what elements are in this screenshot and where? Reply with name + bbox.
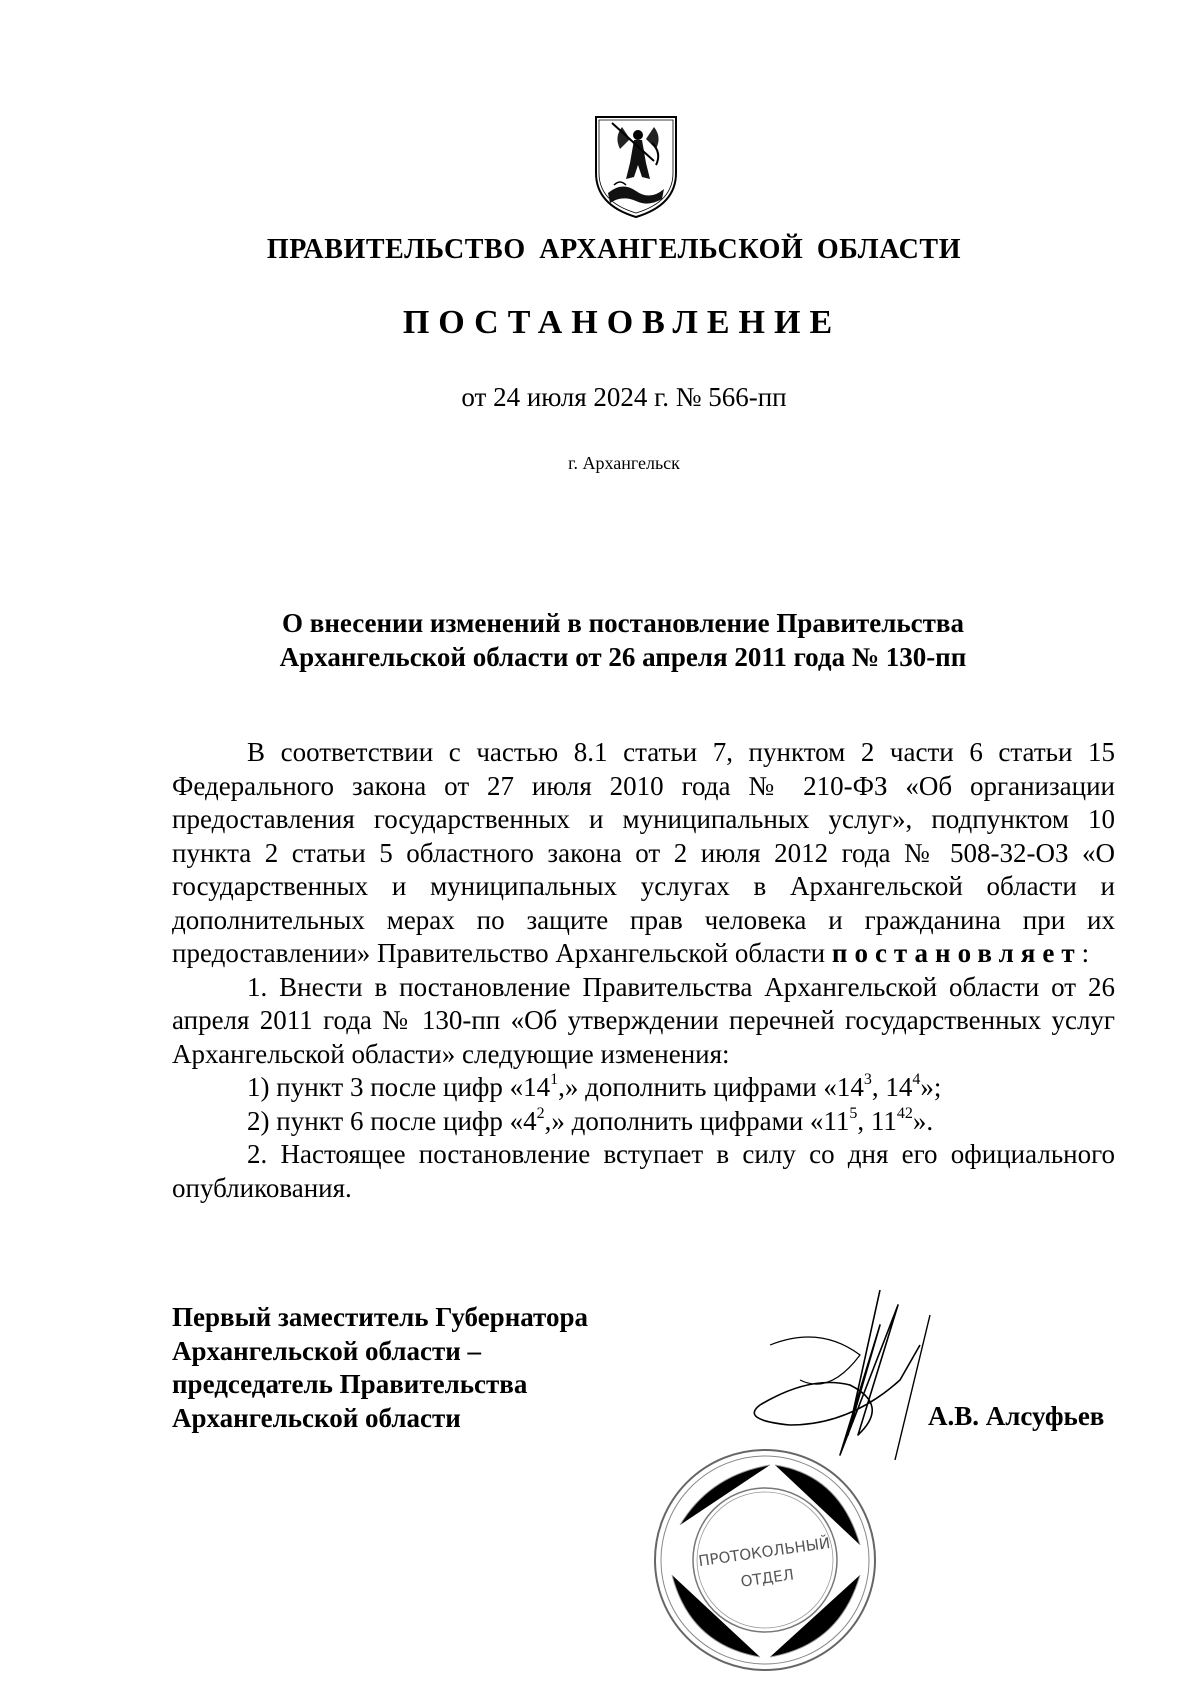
signer-name: А.В. Алсуфьев: [928, 1401, 1105, 1431]
date-and-number: от 24 июля 2024 г. № 566-пп: [461, 382, 787, 412]
document-title: [0, 606, 1200, 674]
sub-item-1-sup-b: 3: [863, 1071, 872, 1088]
sub-item-1-sup-c: 4: [912, 1071, 921, 1088]
sub-item-2-part-d: ».: [912, 1105, 934, 1136]
signer-position-line-3: председатель Правительства: [172, 1369, 528, 1399]
sub-item-1-part-b: ,» дополнить цифрами «14: [558, 1072, 864, 1102]
preamble-text: В соответствии с частью 8.1 статьи 7, пунктом 2 части 6 статьи 15 Федерального закона от 27 июля 2010 года № 210-ФЗ «Об организации предоставления государственных и муниципальных услуг», подпунктом 10 пункта 2 статьи 5 областного закона от 2 июля 2012 года № 508-32-ОЗ «О государственных и муниципальных услугах в Архангельской области и дополнительных мерах по защите прав человека и гражданина при их предоставлении» Правительство Архангельской области: [172, 737, 1115, 968]
preamble-paragraph: [172, 736, 1115, 971]
sub-item-1-part-c: , 14: [871, 1072, 913, 1102]
document-type: ПОСТАНОВЛЕНИЕ: [402, 304, 842, 341]
signer-position-line-1: Первый заместитель Губернатора: [172, 1302, 588, 1332]
sub-item-1-part-d: »;: [920, 1072, 942, 1102]
title-line-1: О внесении изменений в постановление Правительства: [282, 608, 964, 638]
sub-item-2-sup-a: 2: [536, 1104, 545, 1122]
title-line-2: Архангельской области от 26 апреля 2011 года № 130-пп: [279, 642, 967, 672]
official-stamp: [650, 1445, 880, 1675]
sub-item-1-part-a: 1) пункт 3 после цифр «14: [247, 1072, 551, 1102]
decree-word: постановляет: [831, 938, 1082, 968]
organization-name: ПРАВИТЕЛЬСТВО АРХАНГЕЛЬСКОЙ ОБЛАСТИ: [266, 234, 962, 265]
sub-item-1-sup-a: 1: [550, 1071, 559, 1088]
decree-colon: :: [1081, 938, 1090, 968]
handwritten-signature: [730, 1285, 950, 1465]
sub-item-1: [172, 1071, 1115, 1105]
item-2-paragraph: 2. Настоящее постановление вступает в силу со дня его официального опубликования.: [172, 1139, 1115, 1203]
sub-item-2-part-a: 2) пункт 6 после цифр «4: [247, 1105, 537, 1136]
signer-position-line-2: Архангельской области –: [172, 1335, 482, 1366]
sub-item-2-sup-b: 5: [849, 1104, 858, 1122]
signer-position: [172, 1301, 588, 1435]
sub-item-2-sup-c: 42: [896, 1104, 913, 1122]
stamp-center-line-2: ОТДЕЛ: [739, 1565, 796, 1591]
city-name: г. Архангельск: [568, 453, 680, 473]
item-1-paragraph: 1. Внести в постановление Правительства Архангельской области от 26 апреля 2011 года № 130-пп «Об утверждении перечней государственных услуг Архангельской области» следующие изменения:: [172, 971, 1115, 1069]
sub-item-2: [172, 1105, 1115, 1139]
sub-item-2-part-b: ,» дополнить цифрами «11: [544, 1105, 850, 1136]
document-body: [172, 736, 1115, 1205]
signer-position-line-4: Архангельской области: [172, 1402, 461, 1433]
stamp-center-line-1: ПРОТОКОЛЬНЫЙ: [697, 1533, 832, 1571]
coat-of-arms-icon: [592, 113, 680, 219]
sub-item-2-part-c: , 11: [857, 1105, 897, 1136]
